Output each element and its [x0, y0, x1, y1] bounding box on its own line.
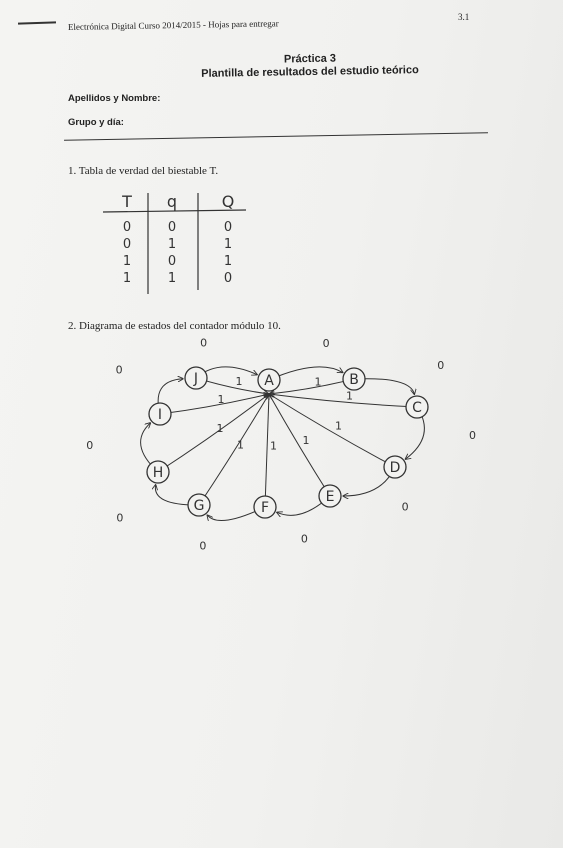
transition-label-0: 0 [322, 337, 330, 351]
state-label: J [193, 371, 199, 387]
transition-I-to-A [160, 394, 269, 414]
transition-label-0: 0 [86, 438, 94, 452]
transition-label-1: 1 [237, 438, 244, 452]
truth-table-cell: 1 [122, 271, 132, 286]
state-label: G [193, 498, 205, 514]
group-field-label: Grupo y día: [68, 117, 124, 128]
truth-table-cell: 1 [167, 237, 177, 252]
truth-table-cell: 0 [223, 271, 233, 286]
state-label: D [389, 460, 401, 476]
transition-label-0: 0 [469, 429, 477, 443]
state-label: C [412, 400, 422, 416]
transition-B-to-A [269, 379, 354, 394]
transition-label-1: 1 [302, 434, 310, 447]
truth-table-cell: 0 [122, 237, 132, 252]
transition-label-0: 0 [199, 539, 207, 553]
transition-G-to-A [199, 394, 269, 505]
practice-title: Práctica 3 [283, 52, 337, 66]
state-label: B [349, 372, 359, 388]
truth-table-cell: 1 [167, 271, 177, 286]
transition-label-0: 0 [116, 511, 124, 525]
state-label: I [157, 407, 163, 423]
truth-table-header-0: T [122, 192, 132, 211]
transition-label-1: 1 [235, 375, 243, 388]
course-header: Electrónica Digital Curso 2014/2015 - Hojas para entregar [67, 18, 279, 32]
truth-table-cell: 1 [122, 254, 132, 269]
transition-C-to-A [269, 394, 417, 407]
transition-label-1: 1 [270, 439, 277, 453]
page-number: 3.1 [458, 12, 470, 22]
truth-table-cells [121, 192, 234, 286]
transition-label-0: 0 [200, 336, 208, 350]
truth-table-cell: 0 [167, 254, 177, 269]
practice-subtitle: Plantilla de resultados del estudio teórico [201, 64, 419, 80]
transition-E-to-A [269, 394, 330, 496]
transition-label-1: 1 [216, 422, 224, 435]
question-1-text: 1. Tabla de verdad del biestable T. [68, 165, 219, 177]
truth-table-header-2: Q [221, 192, 235, 211]
state-label: A [264, 373, 274, 389]
transition-label-0: 0 [115, 363, 123, 377]
truth-table-cell: 1 [223, 254, 233, 269]
transition-F-to-A [265, 394, 269, 507]
transition-label-0: 0 [300, 532, 308, 546]
transition-label-0: 0 [437, 358, 445, 372]
question-2-text: 2. Diagrama de estados del contador módulo 10. [68, 320, 281, 332]
truth-table-cell: 0 [223, 220, 233, 235]
truth-table-cell: 0 [167, 220, 177, 235]
state-label: H [152, 465, 164, 481]
transition-label-1: 1 [217, 393, 225, 406]
state-label: F [260, 500, 270, 516]
state-label: E [325, 489, 335, 505]
transition-label-1: 1 [335, 419, 342, 433]
truth-table-cell: 1 [223, 237, 233, 252]
name-field-label: Apellidos y Nombre: [68, 93, 161, 104]
truth-table-header-1: q [166, 192, 178, 211]
transition-label-1: 1 [346, 389, 353, 403]
state-diagram [86, 336, 476, 552]
transition-label-1: 1 [314, 375, 322, 389]
truth-table-cell: 0 [122, 220, 132, 235]
transition-label-0: 0 [401, 500, 409, 514]
